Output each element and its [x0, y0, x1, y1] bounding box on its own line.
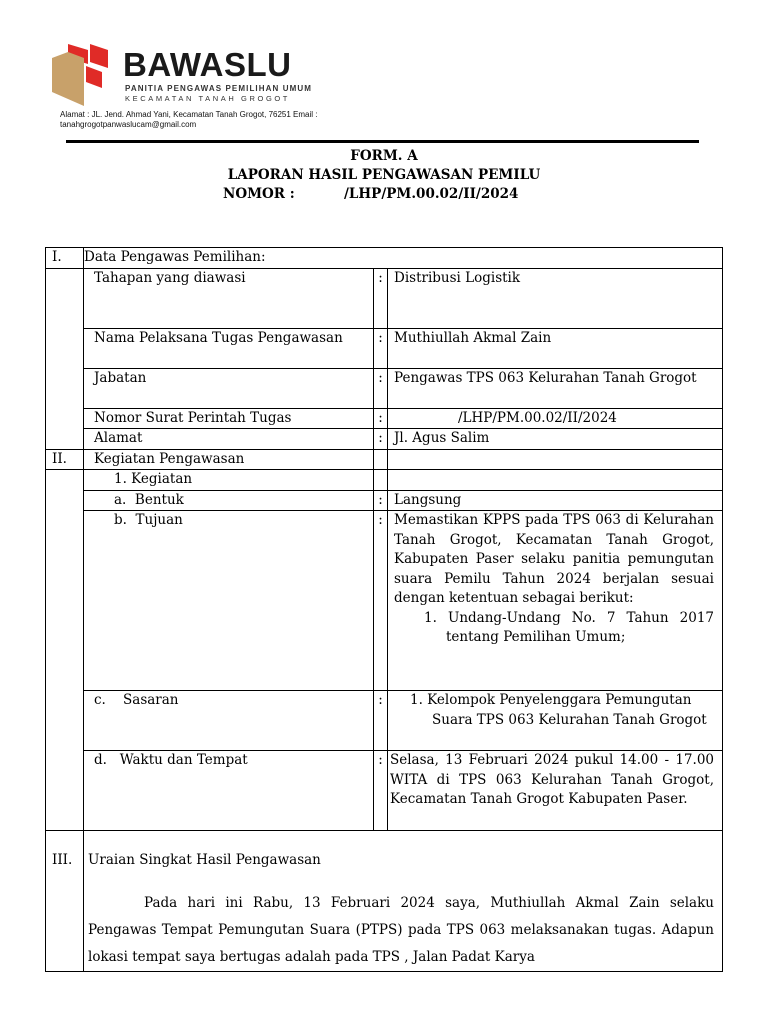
activity-label: 1. Kegiatan	[84, 470, 374, 491]
table-row	[46, 511, 723, 691]
bawaslu-logo	[50, 42, 118, 108]
colon: :	[374, 691, 388, 751]
section-title: Uraian Singkat Hasil Pengawasan	[88, 852, 321, 868]
colon: :	[374, 328, 388, 368]
section-content	[84, 831, 723, 972]
field-value: Selasa, 13 Februari 2024 pukul 14.00 - 17.00 WITA di TPS 063 Kelurahan Tanah Grogot, Kecamatan Tanah Grogot Kabupaten Paser.	[388, 751, 723, 831]
field-label: Tahapan yang diawasi	[84, 268, 374, 328]
colon: :	[374, 511, 388, 691]
field-label: Alamat	[84, 429, 374, 450]
nomor-label: NOMOR :	[223, 186, 295, 202]
list-item: 1. Undang-Undang No. 7 Tahun 2017 tentang Pemilihan Umum;	[424, 609, 714, 645]
table-row	[46, 429, 723, 450]
field-label: b. Tujuan	[84, 511, 374, 691]
section-row	[46, 831, 723, 972]
brand-name: BAWASLU	[123, 46, 292, 83]
brand-subtitle: PANITIA PENGAWAS PEMILIHAN UMUM	[125, 84, 312, 93]
colon: :	[374, 268, 388, 328]
table-row	[46, 691, 723, 751]
section-number: I.	[46, 248, 84, 269]
section-row	[46, 248, 723, 269]
field-value	[388, 511, 723, 691]
summary-text: Pada hari ini Rabu, 13 Februari 2024 saya, Muthiullah Akmal Zain selaku Pengawas Tempat Pemungutan Suara (PTPS) pada TPS 063 melaksanakan tugas. Adapun lokasi tempat saya bertugas adalah pada TPS , Jalan Padat Karya	[88, 894, 714, 965]
section-number: II.	[46, 449, 84, 470]
email-address: tanahgrogotpanwaslucam@gmail.com	[60, 120, 197, 129]
field-value: /LHP/PM.00.02/II/2024	[388, 408, 723, 429]
section-row	[46, 449, 723, 470]
field-label: a. Bentuk	[84, 490, 374, 511]
table-row	[46, 368, 723, 408]
section-title: Kegiatan Pengawasan	[84, 449, 374, 470]
brand-subtitle-2: KECAMATAN TANAH GROGOT	[125, 94, 290, 103]
address-line: Alamat : JL. Jend. Ahmad Yani, Kecamatan Tanah Grogot, 76251 Email :	[60, 110, 318, 119]
table-row	[46, 751, 723, 831]
form-title: FORM. A	[350, 148, 418, 164]
field-label: c. Sasaran	[84, 691, 374, 751]
field-value: Pengawas TPS 063 Kelurahan Tanah Grogot	[388, 368, 723, 408]
field-value: Muthiullah Akmal Zain	[388, 328, 723, 368]
colon: :	[374, 490, 388, 511]
colon: :	[374, 408, 388, 429]
purpose-text: Memastikan KPPS pada TPS 063 di Kelurahan Tanah Grogot, Kecamatan Tanah Grogot, Kabupaten Paser selaku panitia pemungutan suara Pemilu Tahun 2024 berjalan sesuai dengan ketentuan sebagai berikut:	[394, 512, 714, 606]
field-value: Distribusi Logistik	[388, 268, 723, 328]
address	[60, 110, 380, 130]
field-value: Jl. Agus Salim	[388, 429, 723, 450]
table-row	[46, 408, 723, 429]
colon: :	[374, 429, 388, 450]
nomor-value: /LHP/PM.00.02/II/2024	[344, 186, 519, 202]
table-row	[46, 268, 723, 328]
table-row	[46, 328, 723, 368]
field-label: Nomor Surat Perintah Tugas	[84, 408, 374, 429]
colon: :	[374, 751, 388, 831]
report-table	[45, 247, 723, 972]
section-number: III.	[46, 831, 84, 972]
section-title: Data Pengawas Pemilihan:	[84, 248, 723, 269]
header-divider	[66, 140, 699, 143]
table-row	[46, 490, 723, 511]
letterhead	[50, 42, 710, 142]
field-label: Nama Pelaksana Tugas Pengawasan	[84, 328, 374, 368]
field-value: 1. Kelompok Penyelenggara Pemungutan Suara TPS 063 Kelurahan Tanah Grogot	[388, 691, 723, 751]
field-label: Jabatan	[84, 368, 374, 408]
report-title: LAPORAN HASIL PENGAWASAN PEMILU	[227, 167, 541, 183]
field-label: d. Waktu dan Tempat	[84, 751, 374, 831]
table-row	[46, 470, 723, 491]
field-value: Langsung	[388, 490, 723, 511]
colon: :	[374, 368, 388, 408]
